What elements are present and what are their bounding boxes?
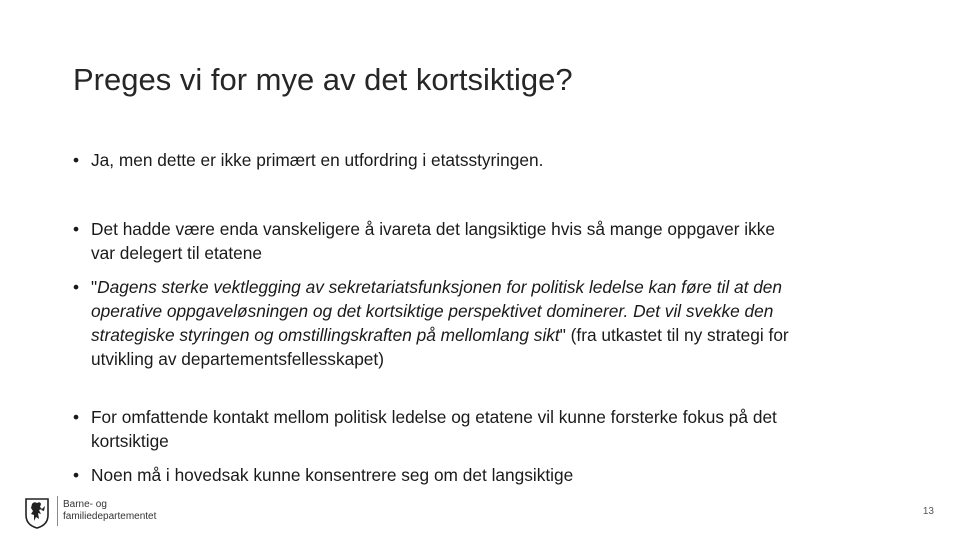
bullet-marker: • <box>73 219 80 239</box>
footer-divider <box>57 496 58 526</box>
quote-open-mark: " <box>91 277 98 297</box>
bullet-item <box>73 405 793 453</box>
bullet-text: Noen må i hovedsak kunne konsentrere seg om det langsiktige <box>91 465 574 485</box>
bullet-marker: • <box>73 277 80 297</box>
norwegian-lion-coat-of-arms-icon <box>24 495 50 529</box>
bullet-marker: • <box>73 465 80 485</box>
bullet-marker: • <box>73 150 80 170</box>
footer-organization-name <box>63 499 156 523</box>
bullet-item <box>73 217 793 265</box>
bullet-item <box>73 463 793 487</box>
bullet-item <box>73 148 793 172</box>
bullet-text: For omfattende kontakt mellom politisk ledelse og etatene vil kunne forsterke fokus på det kortsiktige <box>91 407 777 451</box>
bullet-text: Det hadde være enda vanskeligere å ivareta det langsiktige hvis så mange oppgaver ikke var delegert til etatene <box>91 219 775 263</box>
bullet-marker: • <box>73 407 80 427</box>
quote-source-text: " (fra utkastet til ny strategi for utvikling av departementsfellesskapet) <box>91 325 789 369</box>
bullet-quote-text <box>91 275 793 371</box>
bullet-item-quote <box>73 275 793 371</box>
page-number: 13 <box>922 506 934 517</box>
bullet-text: Ja, men dette er ikke primært en utfordring i etatsstyringen. <box>91 150 544 170</box>
slide-title: Preges vi for mye av det kortsiktige? <box>73 62 573 97</box>
quote-italic-text: Dagens sterke vektlegging av sekretariatsfunksjonen for politisk ledelse kan føre til at den operative oppgaveløsningen og det kortsiktige perspektivet dominerer. Det vil svekke den strategiske styringen og omstillingskraften på mellomlang sikt <box>91 277 783 345</box>
footer-org-line-1: Barne- og <box>63 499 107 510</box>
footer-org-line-2: familiedepartementet <box>63 511 157 522</box>
